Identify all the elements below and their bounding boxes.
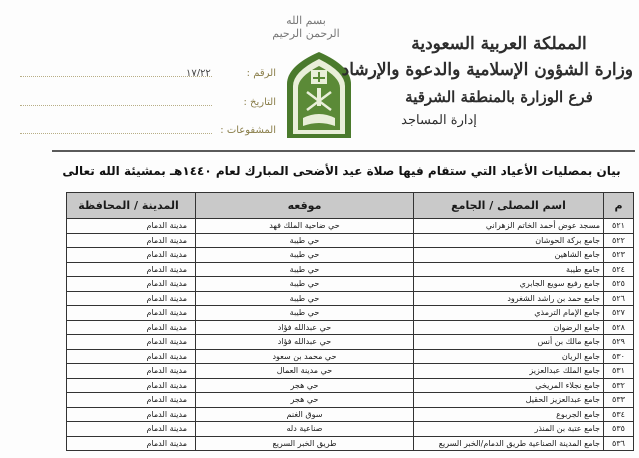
- table-row: [67, 364, 634, 379]
- table-row: [67, 291, 634, 306]
- cell-city: مدينة الدمام: [67, 436, 196, 451]
- cell-no: ٥٣٥: [604, 422, 634, 437]
- letterhead-ministry: وزارة الشؤون الإسلامية والدعوة والإرشاد: [341, 60, 633, 80]
- cell-name: جامع الشاهين: [414, 248, 604, 263]
- cell-city: مدينة الدمام: [67, 233, 196, 248]
- cell-city: مدينة الدمام: [67, 364, 196, 379]
- header-divider: [52, 150, 635, 152]
- cell-city: مدينة الدمام: [67, 248, 196, 263]
- cell-name: جامع بركة الحوشان: [414, 233, 604, 248]
- cell-no: ٥٣٤: [604, 407, 634, 422]
- cell-location: حي عبدالله فؤاد: [196, 320, 414, 335]
- meta-date-label: التاريخ :: [243, 97, 276, 108]
- col-header-name: اسم المصلى / الجامع: [414, 193, 604, 219]
- cell-location: حي طيبة: [196, 291, 414, 306]
- basmala: بسم الله الرحمن الرحيم: [272, 14, 340, 40]
- cell-no: ٥٢٩: [604, 335, 634, 350]
- table-row: [67, 248, 634, 263]
- cell-name: جامع حمد بن راشد الشغرود: [414, 291, 604, 306]
- table-row: [67, 277, 634, 292]
- cell-name: جامع نجلاء المريخي: [414, 378, 604, 393]
- cell-location: صناعية دله: [196, 422, 414, 437]
- cell-no: ٥٢٤: [604, 262, 634, 277]
- cell-location: حي مدينة العمال: [196, 364, 414, 379]
- cell-name: جامع الرضوان: [414, 320, 604, 335]
- cell-location: سوق الغنم: [196, 407, 414, 422]
- cell-city: مدينة الدمام: [67, 335, 196, 350]
- cell-city: مدينة الدمام: [67, 378, 196, 393]
- cell-location: حي ضاحية الملك فهد: [196, 219, 414, 234]
- cell-city: مدينة الدمام: [67, 262, 196, 277]
- meta-number-label: الرقم :: [246, 68, 276, 79]
- table-row: [67, 219, 634, 234]
- cell-name: جامع عبدالعزيز الحقيل: [414, 393, 604, 408]
- document-title: بيان بمصليات الأعياد التي ستقام فيها صلاة عيد الأضحى المبارك لعام ١٤٤٠هـ بمشيئة الله تعالى: [62, 164, 621, 178]
- table-header-row: [67, 193, 634, 219]
- table-row: [67, 407, 634, 422]
- table-row: [67, 422, 634, 437]
- cell-city: مدينة الدمام: [67, 277, 196, 292]
- prayer-grounds-table: [66, 192, 634, 451]
- cell-location: حي طيبة: [196, 306, 414, 321]
- cell-location: حي طيبة: [196, 277, 414, 292]
- cell-name: جامع الإمام الترمذي: [414, 306, 604, 321]
- col-header-location: موقعه: [196, 193, 414, 219]
- meta-number: [120, 68, 276, 79]
- cell-location: طريق الخبر السريع: [196, 436, 414, 451]
- cell-city: مدينة الدمام: [67, 219, 196, 234]
- meta-attachments-line: [20, 133, 212, 134]
- cell-city: مدينة الدمام: [67, 306, 196, 321]
- col-header-no: م: [604, 193, 634, 219]
- cell-name: جامع مالك بن أنس: [414, 335, 604, 350]
- cell-no: ٥٣٦: [604, 436, 634, 451]
- letterhead-department: إدارة المساجد: [401, 113, 477, 128]
- cell-no: ٥٢٧: [604, 306, 634, 321]
- meta-number-line: [20, 76, 212, 77]
- cell-city: مدينة الدمام: [67, 407, 196, 422]
- meta-attachments-label: المشفوعات :: [220, 125, 276, 136]
- cell-name: جامع الملك عبدالعزيز: [414, 364, 604, 379]
- cell-city: مدينة الدمام: [67, 393, 196, 408]
- cell-location: حي طيبة: [196, 248, 414, 263]
- cell-location: حي هجر: [196, 378, 414, 393]
- table-row: [67, 349, 634, 364]
- cell-city: مدينة الدمام: [67, 320, 196, 335]
- meta-number-value: ١٧/٢٢: [185, 68, 211, 79]
- cell-name: جامع الريان: [414, 349, 604, 364]
- cell-no: ٥٢٣: [604, 248, 634, 263]
- cell-city: مدينة الدمام: [67, 422, 196, 437]
- cell-no: ٥٣٢: [604, 378, 634, 393]
- cell-no: ٥٣٠: [604, 349, 634, 364]
- table-row: [67, 378, 634, 393]
- cell-name: جامع الجربوع: [414, 407, 604, 422]
- cell-name: جامع طيبة: [414, 262, 604, 277]
- cell-location: حي عبدالله فؤاد: [196, 335, 414, 350]
- cell-city: مدينة الدمام: [67, 349, 196, 364]
- meta-date-line: [20, 105, 212, 106]
- table-row: [67, 233, 634, 248]
- letterhead-branch: فرع الوزارة بالمنطقة الشرقية: [405, 88, 593, 106]
- cell-location: حي محمد بن سعود: [196, 349, 414, 364]
- cell-city: مدينة الدمام: [67, 291, 196, 306]
- table-row: [67, 306, 634, 321]
- cell-no: ٥٢٨: [604, 320, 634, 335]
- table-row: [67, 436, 634, 451]
- cell-no: ٥٢٦: [604, 291, 634, 306]
- cell-no: ٥٢٥: [604, 277, 634, 292]
- cell-location: حي طيبة: [196, 262, 414, 277]
- cell-name: جامع رفيع سويع الجابري: [414, 277, 604, 292]
- cell-no: ٥٢١: [604, 219, 634, 234]
- table-row: [67, 262, 634, 277]
- cell-location: حي هجر: [196, 393, 414, 408]
- cell-location: حي طيبة: [196, 233, 414, 248]
- cell-name: مسجد عوض أحمد الخاتم الزهراني: [414, 219, 604, 234]
- cell-name: جامع المدينة الصناعية طريق الدمام/الخبر السريع: [414, 436, 604, 451]
- cell-no: ٥٣١: [604, 364, 634, 379]
- ministry-letterhead: [341, 32, 633, 132]
- cell-no: ٥٣٣: [604, 393, 634, 408]
- cell-no: ٥٢٢: [604, 233, 634, 248]
- table-row: [67, 393, 634, 408]
- meta-date: [120, 97, 276, 108]
- meta-attachments: [120, 125, 276, 136]
- table-row: [67, 320, 634, 335]
- table-row: [67, 335, 634, 350]
- cell-name: جامع عتبة بن المنذر: [414, 422, 604, 437]
- letterhead-country: المملكة العربية السعودية: [411, 34, 587, 54]
- col-header-city: المدينة / المحافظة: [67, 193, 196, 219]
